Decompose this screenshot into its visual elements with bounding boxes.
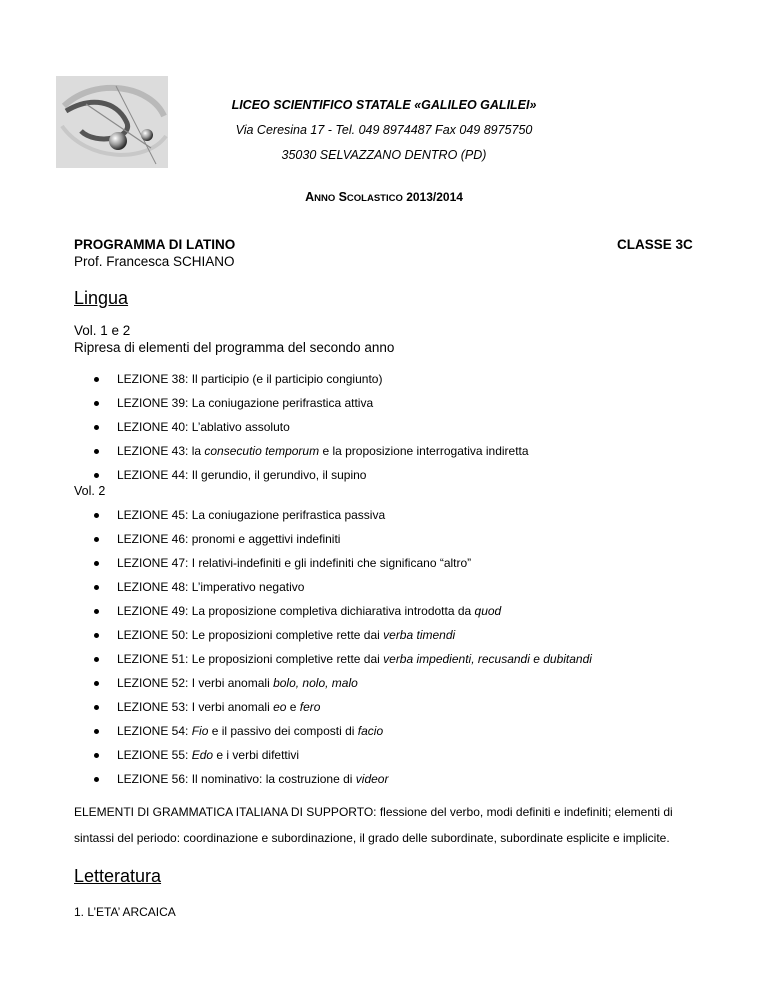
literature-item: 1. L’ETA’ ARCAICA — [74, 905, 176, 919]
lesson-text: LEZIONE 43: la consecutio temporum e la proposizione interrogativa indiretta — [117, 444, 529, 458]
lesson-text: LEZIONE 49: La proposizione completiva dichiarativa introdotta da quod — [117, 604, 502, 618]
bullet-icon — [94, 585, 99, 590]
lesson-text: LEZIONE 54: Fio e il passivo dei composti di facio — [117, 724, 384, 738]
bullet-icon — [94, 425, 99, 430]
school-year: ANNO SCOLASTICO 2013/2014 — [305, 190, 463, 204]
lesson-text: LEZIONE 44: Il gerundio, il gerundivo, il supino — [117, 468, 367, 482]
volume-label: Vol. 1 e 2 — [74, 323, 131, 338]
bullet-icon — [94, 449, 99, 454]
section-heading-letteratura: Letteratura — [74, 866, 162, 886]
bullet-icon — [94, 401, 99, 406]
class-label: CLASSE 3C — [617, 237, 693, 252]
teacher-name: Prof. Francesca SCHIANO — [74, 254, 235, 269]
school-city: 35030 SELVAZZANO DENTRO (PD) — [281, 148, 487, 162]
bullet-icon — [94, 705, 99, 710]
school-address: Via Ceresina 17 - Tel. 049 8974487 Fax 049 8975750 — [235, 123, 533, 137]
volume-label: Vol. 2 — [74, 484, 106, 498]
lesson-text: LEZIONE 48: L’imperativo negativo — [117, 580, 305, 594]
lesson-text: LEZIONE 55: Edo e i verbi difettivi — [117, 748, 300, 762]
lesson-text: LEZIONE 39: La coniugazione perifrastica attiva — [117, 396, 374, 410]
bullet-icon — [94, 633, 99, 638]
lesson-text: LEZIONE 50: Le proposizioni completive rette dai verba timendi — [117, 628, 456, 642]
bullet-icon — [94, 377, 99, 382]
bullet-icon — [94, 681, 99, 686]
bullet-icon — [94, 753, 99, 758]
lesson-text: LEZIONE 46: pronomi e aggettivi indefiniti — [117, 532, 341, 546]
grammar-support-paragraph: ELEMENTI DI GRAMMATICA ITALIANA DI SUPPORTO: flessione del verbo, modi definiti e indefiniti; elementi di sintassi del periodo: coordinazione e subordinazione, il grado delle subordinate, subordinate esplicite e implicite. — [74, 805, 673, 845]
bullet-icon — [94, 561, 99, 566]
school-name: LICEO SCIENTIFICO STATALE «GALILEO GALILEI» — [231, 98, 537, 112]
lesson-text: LEZIONE 52: I verbi anomali bolo, nolo, malo — [117, 676, 358, 690]
bullet-icon — [94, 513, 99, 518]
review-note: Ripresa di elementi del programma del secondo anno — [74, 340, 395, 355]
bullet-icon — [94, 473, 99, 478]
lesson-text: LEZIONE 56: Il nominativo: la costruzione di videor — [117, 772, 389, 786]
section-heading-lingua: Lingua — [74, 288, 129, 308]
lesson-text: LEZIONE 38: Il participio (e il participio congiunto) — [117, 372, 383, 386]
bullet-icon — [94, 537, 99, 542]
bullet-icon — [94, 609, 99, 614]
program-title: PROGRAMMA DI LATINO — [74, 237, 236, 252]
bullet-icon — [94, 657, 99, 662]
lesson-text: LEZIONE 53: I verbi anomali eo e fero — [117, 700, 321, 714]
lesson-text: LEZIONE 47: I relativi-indefiniti e gli indefiniti che significano “altro” — [117, 556, 472, 570]
lesson-text: LEZIONE 51: Le proposizioni completive rette dai verba impedienti, recusandi e dubitandi — [117, 652, 592, 666]
lesson-text: LEZIONE 40: L’ablativo assoluto — [117, 420, 290, 434]
bullet-icon — [94, 777, 99, 782]
lesson-text: LEZIONE 45: La coniugazione perifrastica passiva — [117, 508, 386, 522]
bullet-icon — [94, 729, 99, 734]
